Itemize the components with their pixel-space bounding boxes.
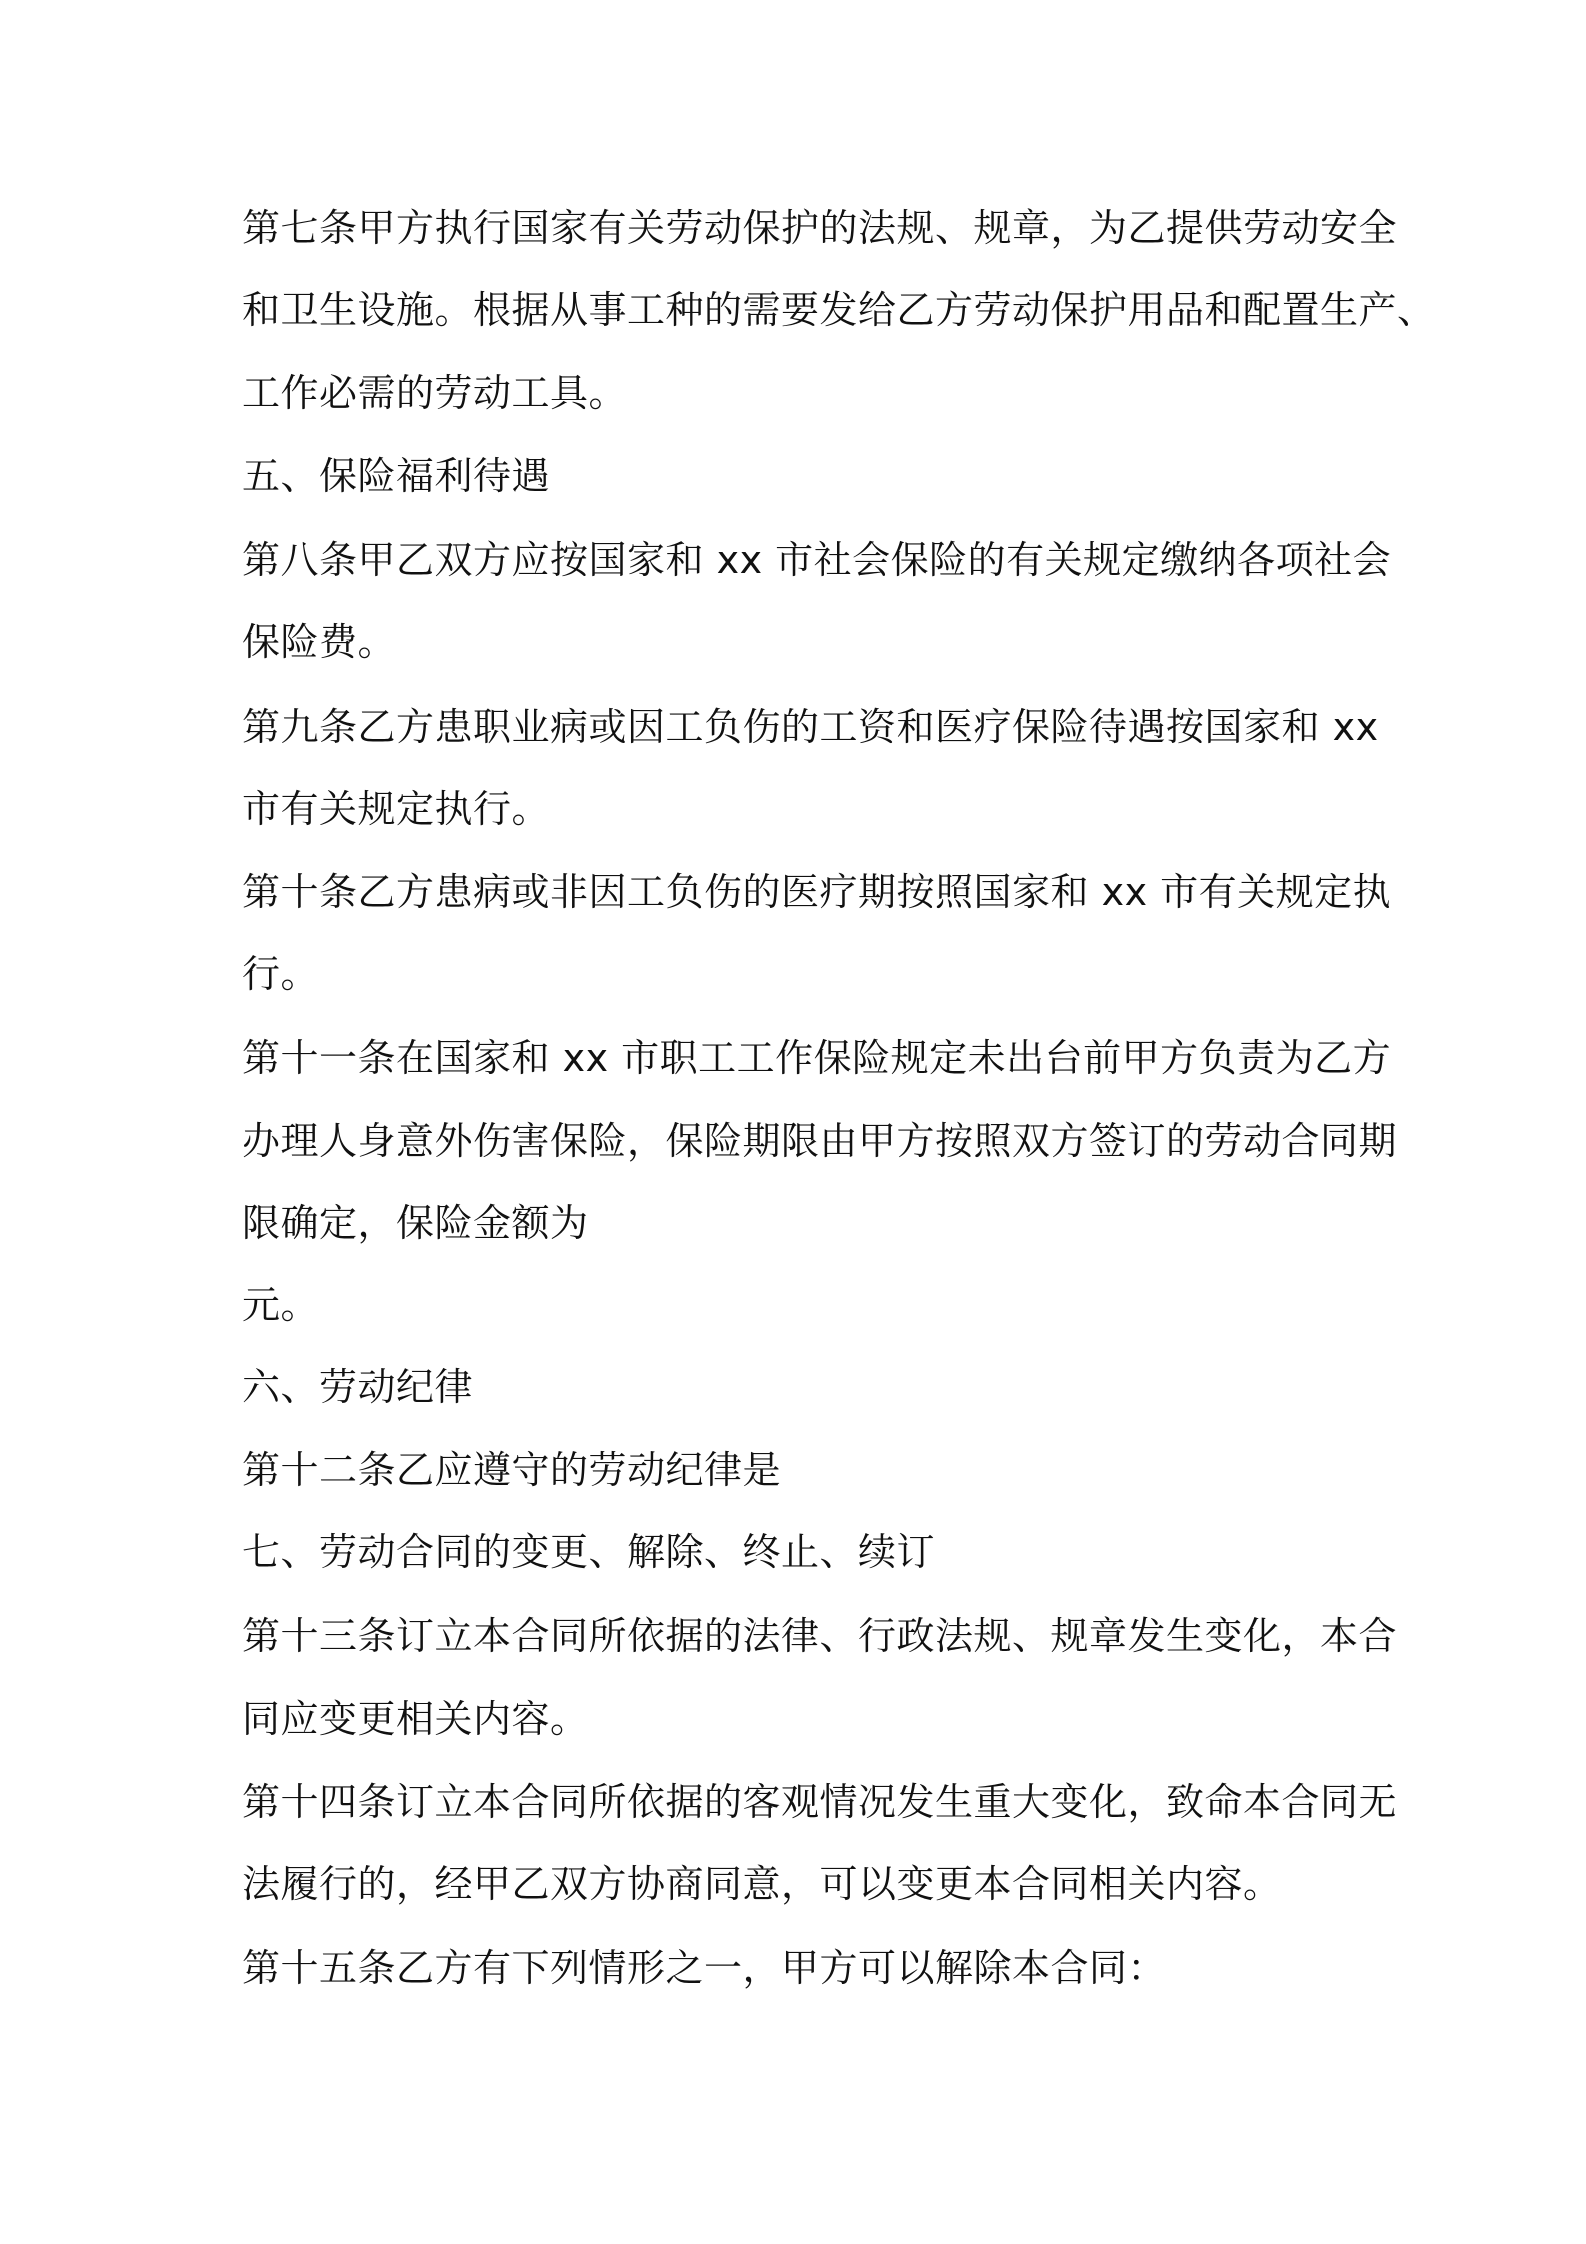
text-line: 第十条乙方患病或非因工负伤的医疗期按照国家和 xx 市有关规定执: [242, 870, 1392, 914]
text-line: 第十三条订立本合同所依据的法律、行政法规、规章发生变化，本合: [242, 1614, 1398, 1658]
text-line: 第十一条在国家和 xx 市职工工作保险规定未出台前甲方负责为乙方: [242, 1036, 1392, 1080]
text-line: 第七条甲方执行国家有关劳动保护的法规、规章，为乙提供劳动安全: [242, 206, 1398, 250]
text-line: 元。: [242, 1283, 320, 1327]
section-heading: 六、劳动纪律: [242, 1365, 474, 1409]
text-line: 第八条甲乙双方应按国家和 xx 市社会保险的有关规定缴纳各项社会: [242, 538, 1392, 582]
text-line: 和卫生设施。根据从事工种的需要发给乙方劳动保护用品和配置生产、: [242, 288, 1436, 332]
text-line: 第十二条乙应遵守的劳动纪律是: [242, 1448, 782, 1492]
text-line: 市有关规定执行。: [242, 787, 551, 831]
text-line: 限确定，保险金额为: [242, 1201, 589, 1245]
text-line: 办理人身意外伤害保险，保险期限由甲方按照双方签订的劳动合同期: [242, 1119, 1398, 1163]
text-line: 第十四条订立本合同所依据的客观情况发生重大变化，致命本合同无: [242, 1780, 1398, 1824]
text-line: 工作必需的劳动工具。: [242, 371, 628, 415]
text-line: 同应变更相关内容。: [242, 1697, 589, 1741]
section-heading: 五、保险福利待遇: [242, 454, 551, 498]
text-line: 法履行的，经甲乙双方协商同意，可以变更本合同相关内容。: [242, 1862, 1282, 1906]
section-heading: 七、劳动合同的变更、解除、终止、续订: [242, 1530, 936, 1574]
text-line: 行。: [242, 952, 320, 996]
text-line: 第九条乙方患职业病或因工负伤的工资和医疗保险待遇按国家和 xx: [242, 705, 1379, 749]
text-line: 第十五条乙方有下列情形之一，甲方可以解除本合同：: [242, 1946, 1167, 1990]
text-line: 保险费。: [242, 620, 397, 664]
